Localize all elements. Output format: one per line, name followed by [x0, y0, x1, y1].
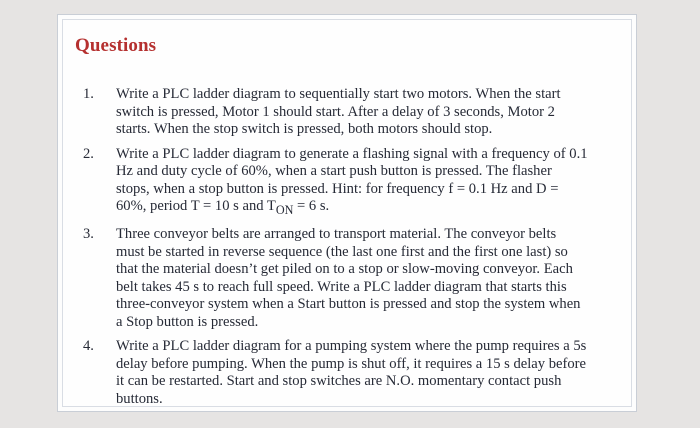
question-item-3: [83, 226, 588, 331]
questions-card-inner: [62, 19, 632, 407]
question-text-end: = 6 s.: [293, 198, 330, 214]
question-item-4: [83, 338, 588, 408]
question-text: Write a PLC ladder diagram to sequentially start two motors. When the start switch is pressed, Motor 1 should start. After a delay of 3 seconds, Motor 2 starts. When the stop switch is pressed, both motors should stop.: [116, 86, 561, 137]
t-on-subscript: ON: [275, 202, 294, 217]
question-number: 2.: [83, 145, 94, 162]
question-text: Write a PLC ladder diagram for a pumping system where the pump requires a 5s delay before pumping. When the pump is shut off, it requires a 15 s delay before it can be restarted. Start and stop switches are N.O. momentary contact push buttons.: [116, 338, 587, 407]
question-text: Write a PLC ladder diagram to generate a flashing signal with a frequency of 0.1 Hz and duty cycle of 60%, when a start push button is pressed. The flasher stops, when a stop button is pressed. Hint: for frequency f = 0.1 Hz and D = 60%, period T = 10 s and T: [116, 145, 588, 214]
questions-card: [57, 14, 637, 412]
question-item-2: [83, 146, 588, 220]
question-number: 3.: [83, 226, 94, 243]
question-number: 1.: [83, 86, 94, 102]
question-text: Three conveyor belts are arranged to transport material. The conveyor belts must be started in reverse sequence (the last one first and the first one last) so that the material doesn’t get piled on to a stop or slow-moving conveyor. Each belt takes 45 s to reach full speed. Write a PLC ladder diagram that starts this three-conveyor system when a Start button is pressed and stop the system when a Stop button is pressed.: [116, 226, 581, 330]
questions-heading: Questions: [75, 35, 157, 56]
question-item-1: [83, 86, 588, 139]
question-number: 4.: [83, 338, 94, 355]
question-list: [83, 86, 588, 415]
